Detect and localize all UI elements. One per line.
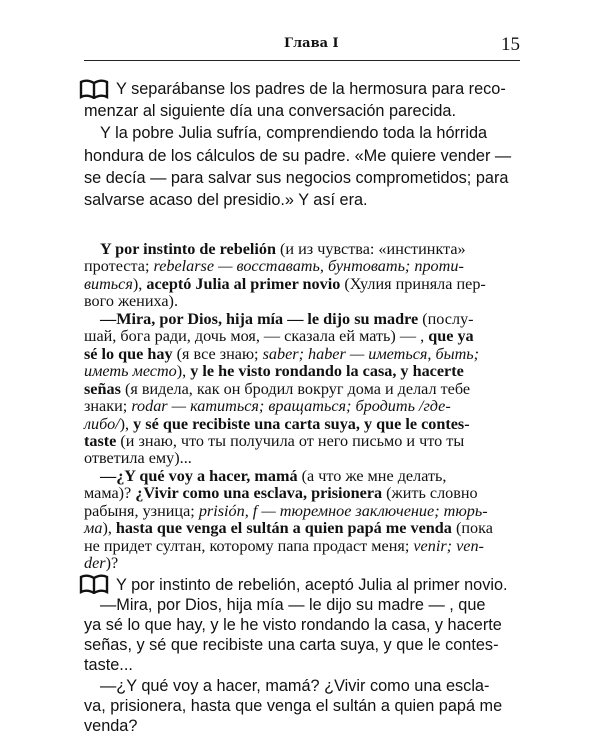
text-run: hasta que venga el sultán a quien papá me venda [115, 519, 452, 538]
page-number: 15 [501, 34, 520, 55]
text-run: señas, y sé que recibiste una carta suya, y que le contes- [84, 636, 499, 655]
text-run: y sé que recibiste una carta suya, y que le contes- [133, 414, 470, 433]
text-run: aceptó Julia al primer novio [146, 274, 341, 293]
text-run: (пока [451, 519, 493, 538]
text-run: sé lo que hay [84, 344, 173, 363]
text-run: —¿Y qué voy a hacer, mamá? ¿Vivir como una escla- [100, 676, 490, 695]
text-run: señas [84, 379, 121, 398]
text-run: виться [84, 274, 133, 293]
text-line [84, 654, 133, 676]
text-run: ), [132, 274, 147, 293]
text-run: salvarse acaso del presidio.» Y así era. [84, 191, 368, 209]
text-run: ма [84, 519, 103, 538]
text-run: (и из чувства: «инстинкта» [275, 240, 466, 258]
text-line [84, 145, 511, 167]
text-run: (послу- [418, 309, 474, 328]
text-run: знаки; [84, 397, 132, 416]
text-line [100, 675, 489, 697]
header-rule [84, 60, 520, 61]
text-run: (жить словно [382, 484, 478, 503]
text-run: prisión, f — тюремное заключение; тюрь- [198, 501, 488, 520]
text-run: либо/ [84, 414, 120, 433]
text-run: menzar al siguiente día una conversación parecida. [84, 102, 456, 121]
text-line [84, 100, 456, 122]
text-run: taste [84, 431, 117, 450]
running-header [84, 34, 520, 60]
text-run: —Mira, por Dios, hija mía — le dijo su madre — , que [100, 596, 486, 615]
text-run: вого жениха). [84, 292, 178, 311]
text-run: Y separábanse los padres de la hermosura para reco- [116, 80, 506, 98]
text-run: venir; ven- [413, 536, 484, 555]
text-line [84, 167, 508, 189]
text-run: иметь место [84, 362, 177, 381]
text-run: ответила ему)... [84, 449, 192, 468]
text-run: hondura de los cálculos de su padre. «Me quiere vender — [84, 146, 512, 165]
text-run: (Хулия приняла пер- [340, 274, 486, 293]
text-line [84, 189, 368, 211]
text-run: (я видела, как он бродил вокруг дома и делал тебе [120, 379, 471, 398]
text-line [116, 574, 508, 596]
text-run: Y por instinto de rebelión, aceptó Julia al primer novio. [116, 576, 508, 594]
text-line [84, 695, 502, 717]
text-run: не придет султан, которому папа продаст меня; [84, 536, 414, 555]
text-line [84, 715, 137, 737]
text-run: venda? [84, 716, 138, 735]
text-run: que ya [428, 327, 474, 346]
text-line [84, 614, 502, 636]
text-run: Y por instinto de rebelión [100, 240, 276, 258]
text-run: Y la pobre Julia sufría, comprendiendo toda la hórrida [100, 124, 488, 143]
text-run: (а что же мне делать, [297, 466, 447, 485]
text-line [116, 78, 506, 100]
text-run: y le he visto rondando la casa, y hacerte [190, 362, 464, 381]
text-run: протеста; [84, 257, 154, 276]
text-run: rebelarse — восставать, бунтовать; проти- [153, 257, 464, 276]
text-run: рабыня, узница; [84, 501, 199, 520]
text-line [100, 594, 485, 616]
book-icon [79, 574, 109, 594]
text-run: шай, бога ради, дочь моя, — сказала ей мать) — , [84, 327, 429, 346]
text-run: ya sé lo que hay, y le he visto rondando la casa, y hacerte [84, 616, 502, 635]
text-run: (я все знаю; [172, 344, 263, 363]
text-run: ), [176, 362, 191, 381]
book-icon [79, 79, 109, 99]
text-run: va, prisionera, hasta que venga el sultán a quien papá me [84, 696, 503, 715]
text-line [84, 535, 484, 557]
text-line [100, 122, 487, 144]
text-run: se decía — para salvar sus negocios comprometidos; para [84, 168, 509, 187]
text-run: ), [119, 414, 134, 433]
text-run: )? [105, 554, 119, 573]
text-run: (и знаю, что ты получила от него письмо и что ты [116, 431, 465, 450]
text-run: ), [102, 519, 116, 538]
text-run: rodar — катиться; вращаться; бродить /где- [131, 397, 451, 416]
text-run: saber; haber — иметься, быть; [262, 344, 480, 363]
text-line [84, 634, 499, 656]
text-run: мама)? [84, 484, 136, 503]
text-run: ¿Vivir como una esclava, prisionera [135, 484, 383, 503]
text-run: —¿Y qué voy a hacer, mamá [100, 466, 298, 485]
text-line [84, 552, 118, 574]
text-run: —Mira, por Dios, hija mía — le dijo su madre [100, 309, 419, 328]
text-run: taste... [84, 656, 133, 675]
text-run: der [84, 554, 106, 573]
chapter-title: Глава I [284, 36, 339, 51]
